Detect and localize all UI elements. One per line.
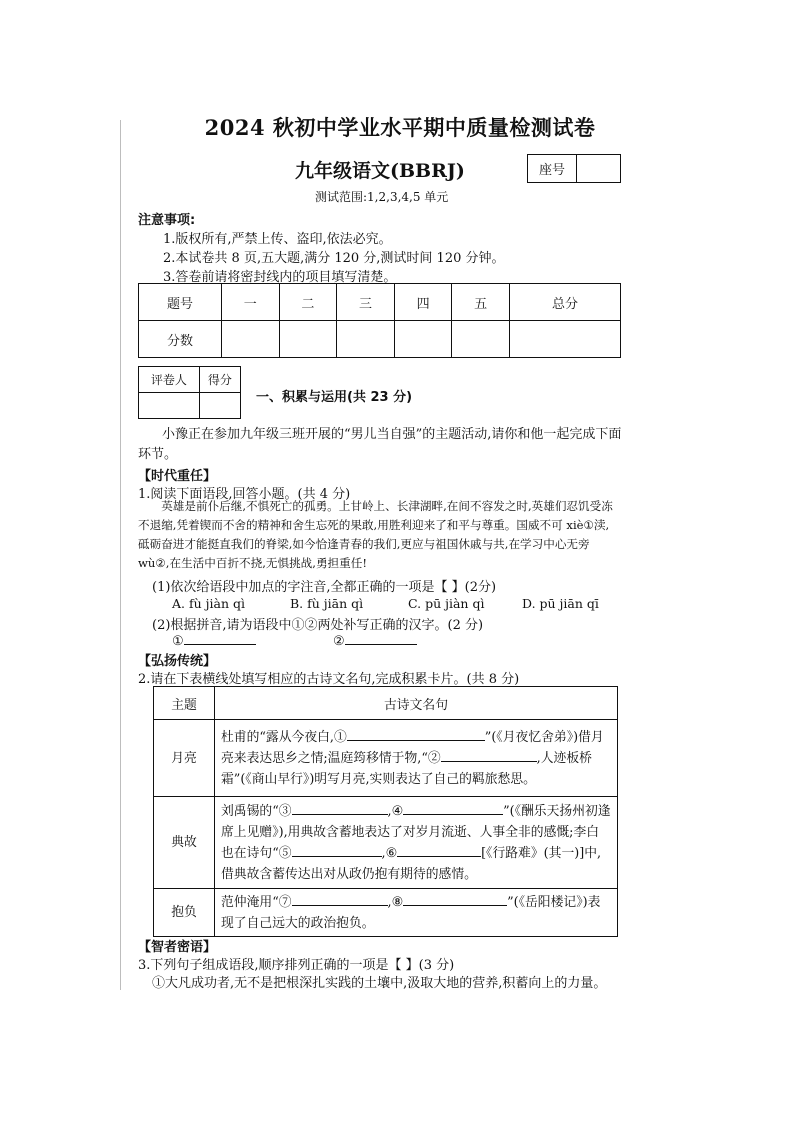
seat-number-box xyxy=(527,154,621,183)
passage-text: 英雄是前仆后继,不惧死亡的孤勇。上甘岭上、长津湖畔,在间不容发之时,英雄们忍饥受冻不退缩,凭着锲而不舍的精神和舍生忘死的果敢,用胜利迎来了和平与尊重。国威不可 xiè①渎,砥砺奋进才能挺直我们的脊梁,如今恰逢青春的我们,更应与祖国休戚与共,在学习中心无旁 wù②,在生活中百折不挠,无惧挑战,勇担重任! xyxy=(138,499,613,570)
question-stem: 2.请在下表横线处填写相应的古诗文名句,完成积累卡片。(共 8 分) xyxy=(138,672,520,687)
notes-heading: 注意事项: xyxy=(138,213,196,228)
question-stem: 3.下列句子组成语段,顺序排列正确的一项是【 】(3 分) xyxy=(138,958,455,973)
score-label: 得分 xyxy=(199,367,240,393)
score-cell: 四 xyxy=(394,284,452,321)
score-cell: 总分 xyxy=(509,284,620,321)
poem-text: ”(《岳阳楼记》)表现了自己远大的政治抱负。 xyxy=(221,894,601,931)
answer-blank[interactable] xyxy=(403,893,507,906)
score-cell: 二 xyxy=(279,284,337,321)
poem-cell xyxy=(215,797,618,889)
poem-text: 范仲淹用“⑦ xyxy=(221,894,292,910)
seat-number-field[interactable] xyxy=(577,155,620,182)
option-d[interactable]: D. pū jiān qī xyxy=(522,596,599,611)
poem-text: 刘禹锡的“③ xyxy=(221,803,292,819)
answer-blank-2[interactable] xyxy=(333,632,417,649)
poem-text: ”(《月夜忆舍弟》)借月亮来表达思乡之情;温庭筠移情于物,“② xyxy=(221,729,604,766)
section-title: 一、积累与运用(共 23 分) xyxy=(256,390,413,405)
part-label: 【智者密语】 xyxy=(138,940,217,955)
table-row xyxy=(154,889,618,937)
score-input[interactable] xyxy=(452,321,510,358)
exam-subtitle: 九年级语文(BBRJ) xyxy=(295,160,465,182)
topic-cell: 抱负 xyxy=(154,889,215,937)
poem-cell xyxy=(215,889,618,937)
score-table xyxy=(138,283,621,358)
poem-text: [《行路难》(其一)]中,借典故含蓄传达出对从政仍抱有期待的感情。 xyxy=(221,845,602,882)
poetry-table xyxy=(153,686,618,937)
poem-text: ,人迹板桥霜”(《商山早行》)明写月亮,实则表达了自己的羁旅愁思。 xyxy=(221,750,592,787)
binding-line xyxy=(120,120,121,990)
topic-cell: 典故 xyxy=(154,797,215,889)
poem-text: ”(《酬乐天扬州初逢席上见赠》),用典故含蓄地表达了对岁月流逝、人事全非的感慨;李白也在诗句“⑤ xyxy=(221,803,611,861)
note-item: 1.版权所有,严禁上传、盗印,依法必究。 xyxy=(163,232,392,247)
topic-cell: 月亮 xyxy=(154,720,215,797)
part-label: 【弘扬传统】 xyxy=(138,654,217,669)
score-cell: 题号 xyxy=(139,284,222,321)
grader-input[interactable] xyxy=(139,393,200,419)
poem-text: 杜甫的“露从今夜白,① xyxy=(221,729,347,745)
score-input[interactable] xyxy=(279,321,337,358)
score-table-header-row xyxy=(139,284,621,321)
answer-blank[interactable] xyxy=(292,844,382,857)
blank-marker: ① xyxy=(172,634,184,649)
option-b[interactable]: B. fù jiān qì xyxy=(290,596,364,611)
answer-blank[interactable] xyxy=(441,749,537,762)
answer-blank[interactable] xyxy=(397,844,481,857)
score-input[interactable] xyxy=(337,321,395,358)
poem-text: ,⑧ xyxy=(387,894,404,910)
poem-text: ,⑥ xyxy=(381,845,398,861)
note-item: 3.答卷前请将密封线内的项目填写清楚。 xyxy=(163,270,397,285)
score-cell: 三 xyxy=(337,284,395,321)
score-cell: 一 xyxy=(222,284,280,321)
column-header: 主题 xyxy=(154,687,215,720)
option-a[interactable]: A. fù jiàn qì xyxy=(172,596,245,611)
score-cell: 分数 xyxy=(139,321,222,358)
answer-blank[interactable] xyxy=(292,893,388,906)
answer-blank[interactable] xyxy=(403,802,503,815)
score-input[interactable] xyxy=(394,321,452,358)
exam-title: 2024 秋初中学业水平期中质量检测试卷 xyxy=(204,115,596,140)
poem-text: ,④ xyxy=(387,803,404,819)
table-row xyxy=(154,720,618,797)
grader-table xyxy=(138,366,241,419)
note-item: 2.本试卷共 8 页,五大题,满分 120 分,测试时间 120 分钟。 xyxy=(163,251,505,266)
score-cell: 五 xyxy=(452,284,510,321)
reading-passage xyxy=(138,497,618,573)
table-row xyxy=(154,797,618,889)
sentence-item: ①大凡成功者,无不是把根深扎实践的土壤中,汲取大地的营养,积蓄向上的力量。 xyxy=(152,976,607,991)
score-input[interactable] xyxy=(222,321,280,358)
poem-cell xyxy=(215,720,618,797)
answer-blank-1[interactable] xyxy=(172,632,256,649)
section-intro: 小豫正在参加九年级三班开展的“男儿当自强”的主题活动,请你和他一起完成下面环节。 xyxy=(138,427,622,462)
answer-blank[interactable] xyxy=(347,728,485,741)
grader-label: 评卷人 xyxy=(139,367,200,393)
test-range: 测试范围:1,2,3,4,5 单元 xyxy=(315,190,449,204)
question-stem: 1.阅读下面语段,回答小题。(共 4 分) xyxy=(138,487,351,502)
column-header: 古诗文名句 xyxy=(215,687,618,720)
question-1-2: (2)根据拼音,请为语段中①②两处补写正确的汉字。(2 分) xyxy=(152,618,484,633)
seat-label: 座号 xyxy=(528,155,577,182)
part-label: 【时代重任】 xyxy=(138,469,217,484)
answer-blank[interactable] xyxy=(292,802,388,815)
option-c[interactable]: C. pū jiàn qì xyxy=(408,596,485,611)
question-1-1: (1)依次给语段中加点的字注音,全都正确的一项是【 】(2分) xyxy=(152,580,497,595)
score-table-score-row xyxy=(139,321,621,358)
blank-marker: ② xyxy=(333,634,345,649)
score-input[interactable] xyxy=(199,393,240,419)
score-input[interactable] xyxy=(509,321,620,358)
